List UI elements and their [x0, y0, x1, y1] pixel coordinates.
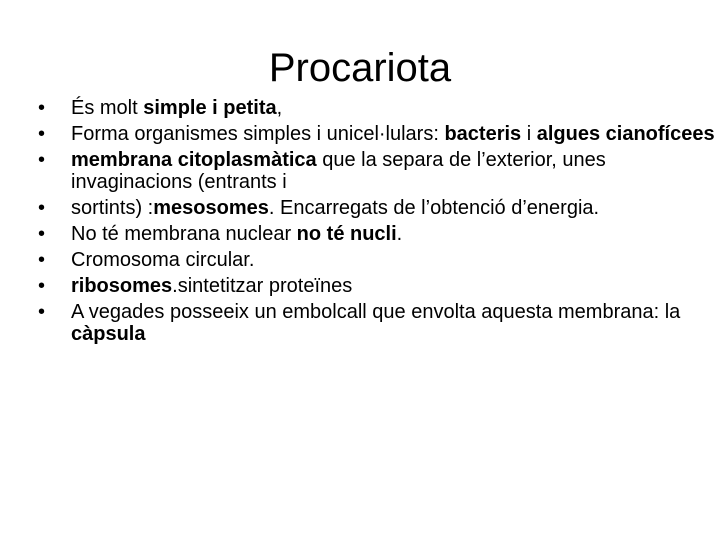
bullet-dot: • — [38, 301, 46, 323]
bullet-dot: • — [38, 197, 46, 219]
bullet-text-run-bold: membrana citoplasmàtica — [71, 149, 317, 171]
bullet-text-run-bold: càpsula — [71, 323, 146, 345]
bullet-text-run: , — [276, 97, 283, 119]
bullet-item-1 — [38, 97, 718, 119]
bullet-text-run: És molt — [71, 97, 144, 119]
bullet-text-run-bold: no té nucli — [296, 223, 397, 245]
bullet-dot: • — [38, 149, 46, 171]
bullet-text-run: sortints) : — [71, 197, 154, 219]
bullet-text-run: i — [521, 123, 537, 145]
bullet-text-run: .sintetitzar proteïnes — [172, 275, 353, 297]
bullet-text-run: A vegades posseeix un embolcall que envolta aquesta membrana: la — [71, 301, 681, 323]
bullet-text-run-bold: ribosomes — [71, 275, 173, 297]
bullet-item-4 — [38, 197, 718, 219]
slide-title — [0, 40, 720, 96]
bullet-item-2 — [38, 123, 718, 145]
bullet-text-run: que la separa de l’exterior, unes invaginacions (entrants i — [71, 149, 606, 193]
bullet-dot: • — [38, 97, 46, 119]
bullet-text-run-bold: simple i petita — [143, 97, 277, 119]
bullet-text-run-bold: algues cianofícees — [536, 123, 715, 145]
bullet-text-run: Forma organismes simples i unicel·lulars: — [71, 123, 445, 145]
bullet-item-3 — [38, 149, 718, 193]
bullet-text-run: No té membrana nuclear — [71, 223, 297, 245]
bullet-list — [38, 97, 718, 349]
bullet-dot: • — [38, 275, 46, 297]
slide-title-text: Procariota — [268, 46, 452, 90]
bullet-item-8 — [38, 301, 718, 345]
bullet-item-6 — [38, 249, 718, 271]
bullet-item-5 — [38, 223, 718, 245]
bullet-dot: • — [38, 123, 46, 145]
bullet-text-run: Cromosoma circular. — [71, 249, 255, 271]
bullet-text-run: . Encarregats de l’obtenció d’energia. — [268, 197, 600, 219]
bullet-text-run: . — [396, 223, 403, 245]
bullet-text-run-bold: mesosomes — [153, 197, 269, 219]
bullet-item-7 — [38, 275, 718, 297]
bullet-text-run-bold: bacteris — [444, 123, 522, 145]
bullet-dot: • — [38, 223, 46, 245]
bullet-dot: • — [38, 249, 46, 271]
